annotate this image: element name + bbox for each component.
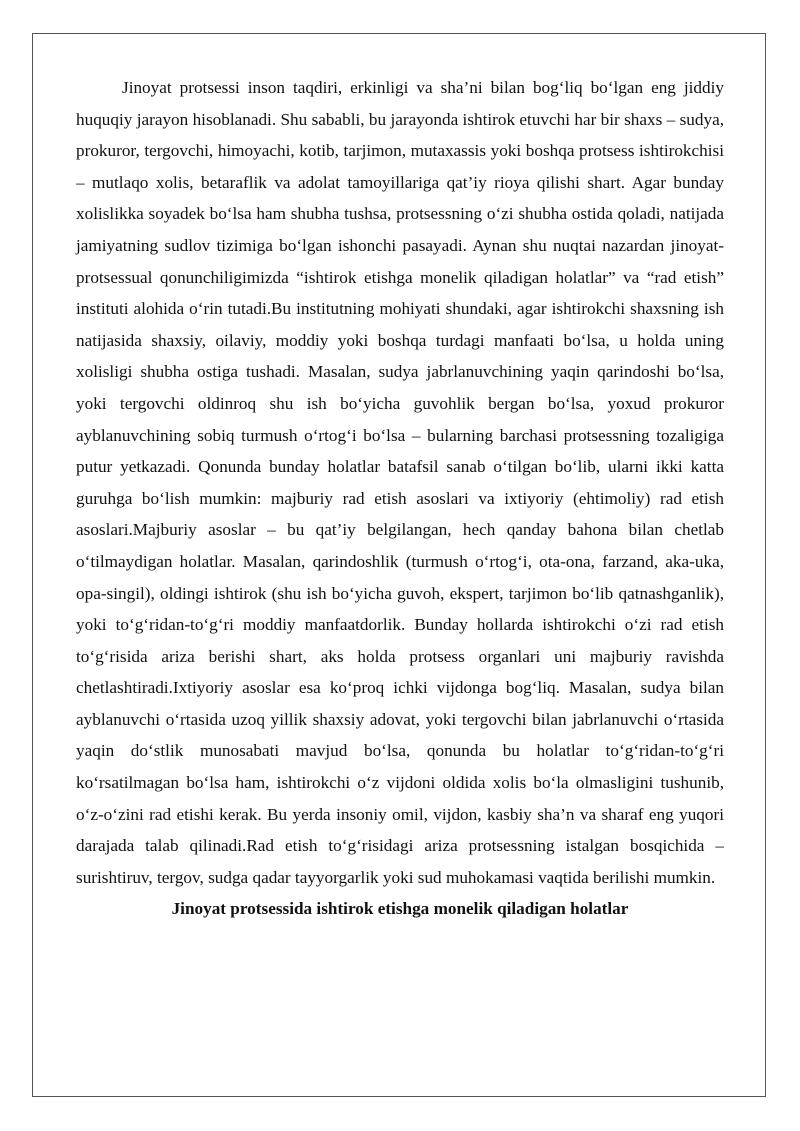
body-paragraph: Jinoyat protsessi inson taqdiri, erkinligi va sha’ni bilan bog‘liq bo‘lgan eng jiddiy huquqiy jarayon hisoblanadi. Shu sababli, bu jarayonda ishtirok etuvchi har bir shaxs – sudya, prokuror, tergovchi, himoyachi, kotib, tarjimon, mutaxassis yoki boshqa protsess ishtirokchisi – mutlaqo xolis, betaraflik va adolat tamoyillariga qat’iy rioya qilishi shart. Agar bunday xolislikka soyadek bo‘lsa ham shubha tushsa, protsessning o‘zi shubha ostida qoladi, natijada jamiyatning sudlov tizimiga bo‘lgan ishonchi pasayadi. Aynan shu nuqtai nazardan jinoyat-protsessual qonunchiligimizda “ishtirok etishga monelik qiladigan holatlar” va “rad etish” instituti alohida o‘rin tutadi.Bu institutning mohiyati shundaki, agar ishtirokchi shaxsning ish natijasida shaxsiy, oilaviy, moddiy yoki boshqa turdagi manfaati bo‘lsa, u holda uning xolisligi shubha ostiga tushadi. Masalan, sudya jabrlanuvchining yaqin qarindoshi bo‘lsa, yoki tergovchi oldinroq shu ish bo‘yicha guvohlik bergan bo‘lsa, yoxud prokuror ayblanuvchining sobiq turmush o‘rtog‘i bo‘lsa – bularning barchasi protsessning tozaligiga putur yetkazadi. Qonunda bunday holatlar batafsil sanab o‘tilgan bo‘lib, ularni ikki katta guruhga bo‘lish mumkin: majburiy rad etish asoslari va ixtiyoriy (ehtimoliy) rad etish asoslari.Majburiy asoslar – bu qat’iy belgilangan, hech qanday bahona bilan chetlab o‘tilmaydigan holatlar. Masalan, qarindoshlik (turmush o‘rtog‘i, ota-ona, farzand, aka-uka, opa-singil), oldingi ishtirok (shu ish bo‘yicha guvoh, ekspert, tarjimon bo‘lib qatnashganlik), yoki to‘g‘ridan-to‘g‘ri moddiy manfaatdorlik. Bunday hollarda ishtirokchi o‘zi rad etish to‘g‘risida ariza berishi shart, aks holda protsess organlari uni majburiy ravishda chetlashtiradi.Ixtiyoriy asoslar esa ko‘proq ichki vijdonga bog‘liq. Masalan, sudya bilan ayblanuvchi o‘rtasida uzoq yillik shaxsiy adovat, yoki tergovchi bilan jabrlanuvchi o‘rtasida yaqin do‘stlik munosabati mavjud bo‘lsa, qonunda bu holatlar to‘g‘ridan-to‘g‘ri ko‘rsatilmagan bo‘lsa ham, ishtirokchi o‘z vijdoni oldida xolis bo‘la olmasligini tushunib, o‘z-o‘zini rad etishi kerak. Bu yerda insoniy omil, vijdon, kasbiy sha’n va sharaf eng yuqori darajada talab qilinadi.Rad etish to‘g‘risidagi ariza protsessning istalgan bosqichida – surishtiruv, tergov, sudga qadar tayyorgarlik yoki sud muhokamasi vaqtida berilishi mumkin. (76, 78, 724, 887)
section-heading: Jinoyat protsessida ishtirok etishga monelik qiladigan holatlar (171, 899, 629, 919)
document-body (76, 72, 724, 925)
